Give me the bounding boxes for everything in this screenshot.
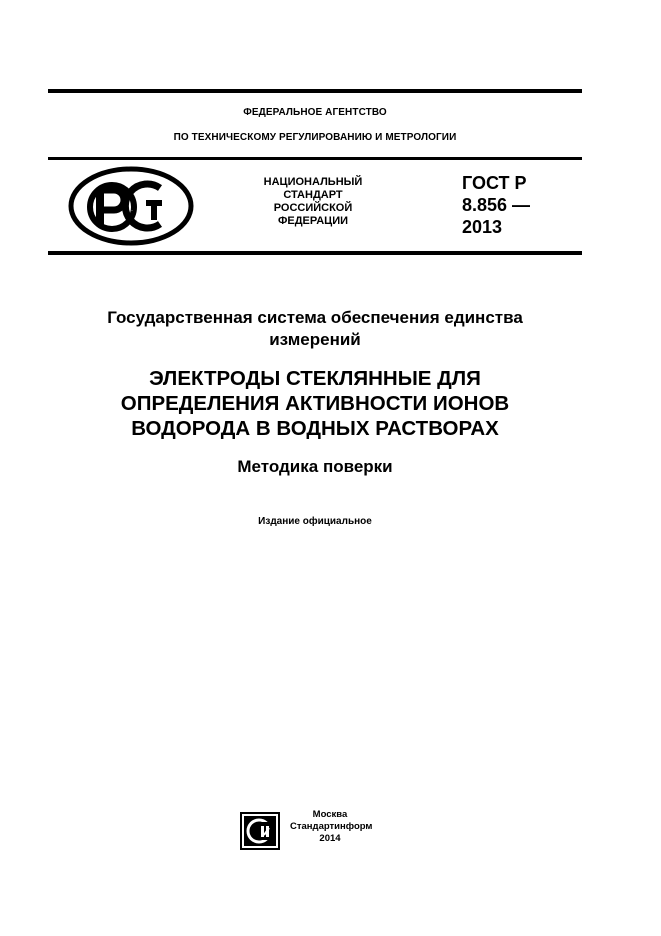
national-line: РОССИЙСКОЙ <box>273 202 353 214</box>
document-title-line: ЭЛЕКТРОДЫ СТЕКЛЯННЫЕ ДЛЯ <box>149 367 481 390</box>
standard-code-line: ГОСТ Р <box>462 173 527 193</box>
imprint-year: 2014 <box>319 833 341 844</box>
header-bottom-rule <box>48 251 582 255</box>
national-standard-block <box>232 176 394 228</box>
rst-emblem-icon <box>68 166 194 246</box>
document-title-line: ОПРЕДЕЛЕНИЯ АКТИВНОСТИ ИОНОВ <box>120 392 510 415</box>
edition-note: Издание официальное <box>258 516 372 527</box>
national-line: СТАНДАРТ <box>283 189 343 201</box>
top-rule <box>48 89 582 93</box>
system-title <box>48 307 582 351</box>
standard-code-line: 8.856 — <box>462 195 531 215</box>
imprint-city: Москва <box>312 809 348 820</box>
imprint-publisher: Стандартинформ <box>290 821 373 832</box>
agency-name-line1: ФЕДЕРАЛЬНОЕ АГЕНТСТВО <box>243 107 387 118</box>
document-title <box>48 366 582 441</box>
standartinform-logo-icon <box>240 812 280 850</box>
national-line: НАЦИОНАЛЬНЫЙ <box>263 176 363 188</box>
system-title-line2: измерений <box>269 330 361 349</box>
imprint <box>290 809 373 845</box>
rst-emblem-text: РСТ <box>131 211 133 212</box>
agency-name-line2: ПО ТЕХНИЧЕСКОМУ РЕГУЛИРОВАНИЮ И МЕТРОЛОГИИ <box>173 132 457 143</box>
standard-code-line: 2013 <box>462 217 503 237</box>
standard-code <box>462 172 530 238</box>
document-subtitle: Методика поверки <box>237 457 393 476</box>
system-title-line1: Государственная система обеспечения единства <box>107 308 523 327</box>
document-title-line: ВОДОРОДА В ВОДНЫХ РАСТВОРАХ <box>131 417 499 440</box>
national-line: ФЕДЕРАЦИИ <box>277 215 349 227</box>
header-divider <box>48 157 582 160</box>
